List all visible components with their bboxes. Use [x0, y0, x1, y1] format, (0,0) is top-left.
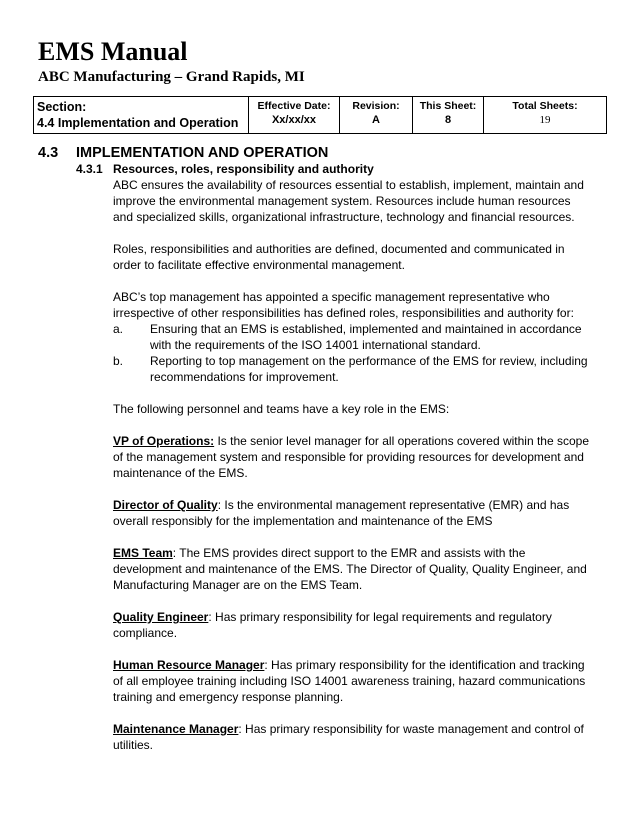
revision-label: Revision: — [352, 100, 400, 112]
role-ems-team — [113, 545, 593, 593]
list-item — [113, 321, 593, 353]
effective-date-cell — [249, 97, 340, 134]
role-title: Director of Quality — [113, 498, 218, 512]
list-marker: b. — [113, 354, 124, 368]
subsection-title: Resources, roles, responsibility and authority — [113, 162, 374, 176]
this-sheet-value: 8 — [444, 114, 452, 126]
total-sheets-cell — [484, 97, 607, 134]
section-number: 4.3 — [38, 145, 59, 161]
role-title: EMS Team — [113, 546, 173, 560]
paragraph-management-representative: ABC’s top management has appointed a specific management representative who irrespective of other responsibilities has defined roles, responsibilities and authority for: — [113, 290, 574, 320]
list-item — [113, 353, 593, 385]
total-sheets-value: 19 — [539, 114, 551, 126]
role-hr-manager — [113, 657, 593, 705]
subsection-heading — [76, 162, 374, 177]
effective-date-value: Xx/xx/xx — [271, 114, 317, 126]
role-quality-engineer — [113, 609, 593, 641]
responsibility-list — [113, 321, 593, 385]
revision-cell — [340, 97, 413, 134]
role-description: : The EMS provides direct support to the EMR and assists with the development and maintenance of the EMS. The Director of Quality, Quality Engineer, and Manufacturing Manager are on the EMS Team. — [113, 546, 587, 592]
section-value: 4.4 Implementation and Operation — [37, 116, 239, 130]
list-item-text: Reporting to top management on the performance of the EMS for review, including recommendations for improvement. — [150, 354, 588, 384]
role-description: : Is the environmental management representative (EMR) and has overall responsibly for the implementation and maintenance of the EMS — [113, 498, 570, 528]
paragraph-resources: ABC ensures the availability of resources essential to establish, implement, maintain and improve the environmental management system. Resources include human resources and specialized skills, organizational infrastructure, technology and financial resources. — [113, 178, 584, 224]
section-title: IMPLEMENTATION AND OPERATION — [76, 145, 329, 161]
role-title: VP of Operations: — [113, 434, 215, 448]
role-vp-operations — [113, 433, 593, 481]
role-title: Quality Engineer — [113, 610, 209, 624]
section-heading — [38, 145, 328, 162]
list-item-text: Ensuring that an EMS is established, implemented and maintained in accordance with the requirements of the ISO 14001 international standard. — [150, 322, 582, 352]
role-description: : Has primary responsibility for legal requirements and regulatory compliance. — [113, 610, 552, 640]
section-label: Section: — [37, 100, 87, 114]
role-description: : Has primary responsibility for waste management and control of utilities. — [113, 722, 584, 752]
this-sheet-label: This Sheet: — [419, 100, 477, 112]
paragraph-roles: Roles, responsibilities and authorities are defined, documented and communicated in order to facilitate effective environmental management. — [113, 242, 565, 272]
subsection-number: 4.3.1 — [76, 162, 103, 176]
role-title: Human Resource Manager — [113, 658, 265, 672]
paragraph-key-roles: The following personnel and teams have a key role in the EMS: — [113, 402, 450, 416]
document-subtitle: ABC Manufacturing – Grand Rapids, MI — [38, 69, 305, 85]
total-sheets-label: Total Sheets: — [512, 100, 578, 112]
section-body — [113, 177, 593, 769]
effective-date-label: Effective Date: — [257, 100, 331, 112]
list-marker: a. — [113, 322, 124, 336]
revision-value: A — [372, 114, 380, 126]
role-director-quality — [113, 497, 593, 529]
document-title: EMS Manual — [38, 37, 188, 66]
role-description: : Has primary responsibility for the identification and tracking of all employee training including ISO 14001 awareness training, hazard communications training and emergency response planning. — [113, 658, 586, 704]
role-title: Maintenance Manager — [113, 722, 239, 736]
document-info-table — [33, 96, 607, 134]
section-cell — [34, 97, 249, 134]
this-sheet-cell — [413, 97, 484, 134]
role-maintenance-manager — [113, 721, 593, 753]
role-description: Is the senior level manager for all operations covered within the scope of the management system and responsible for providing resources for development and maintenance of the EMS. — [113, 434, 590, 480]
